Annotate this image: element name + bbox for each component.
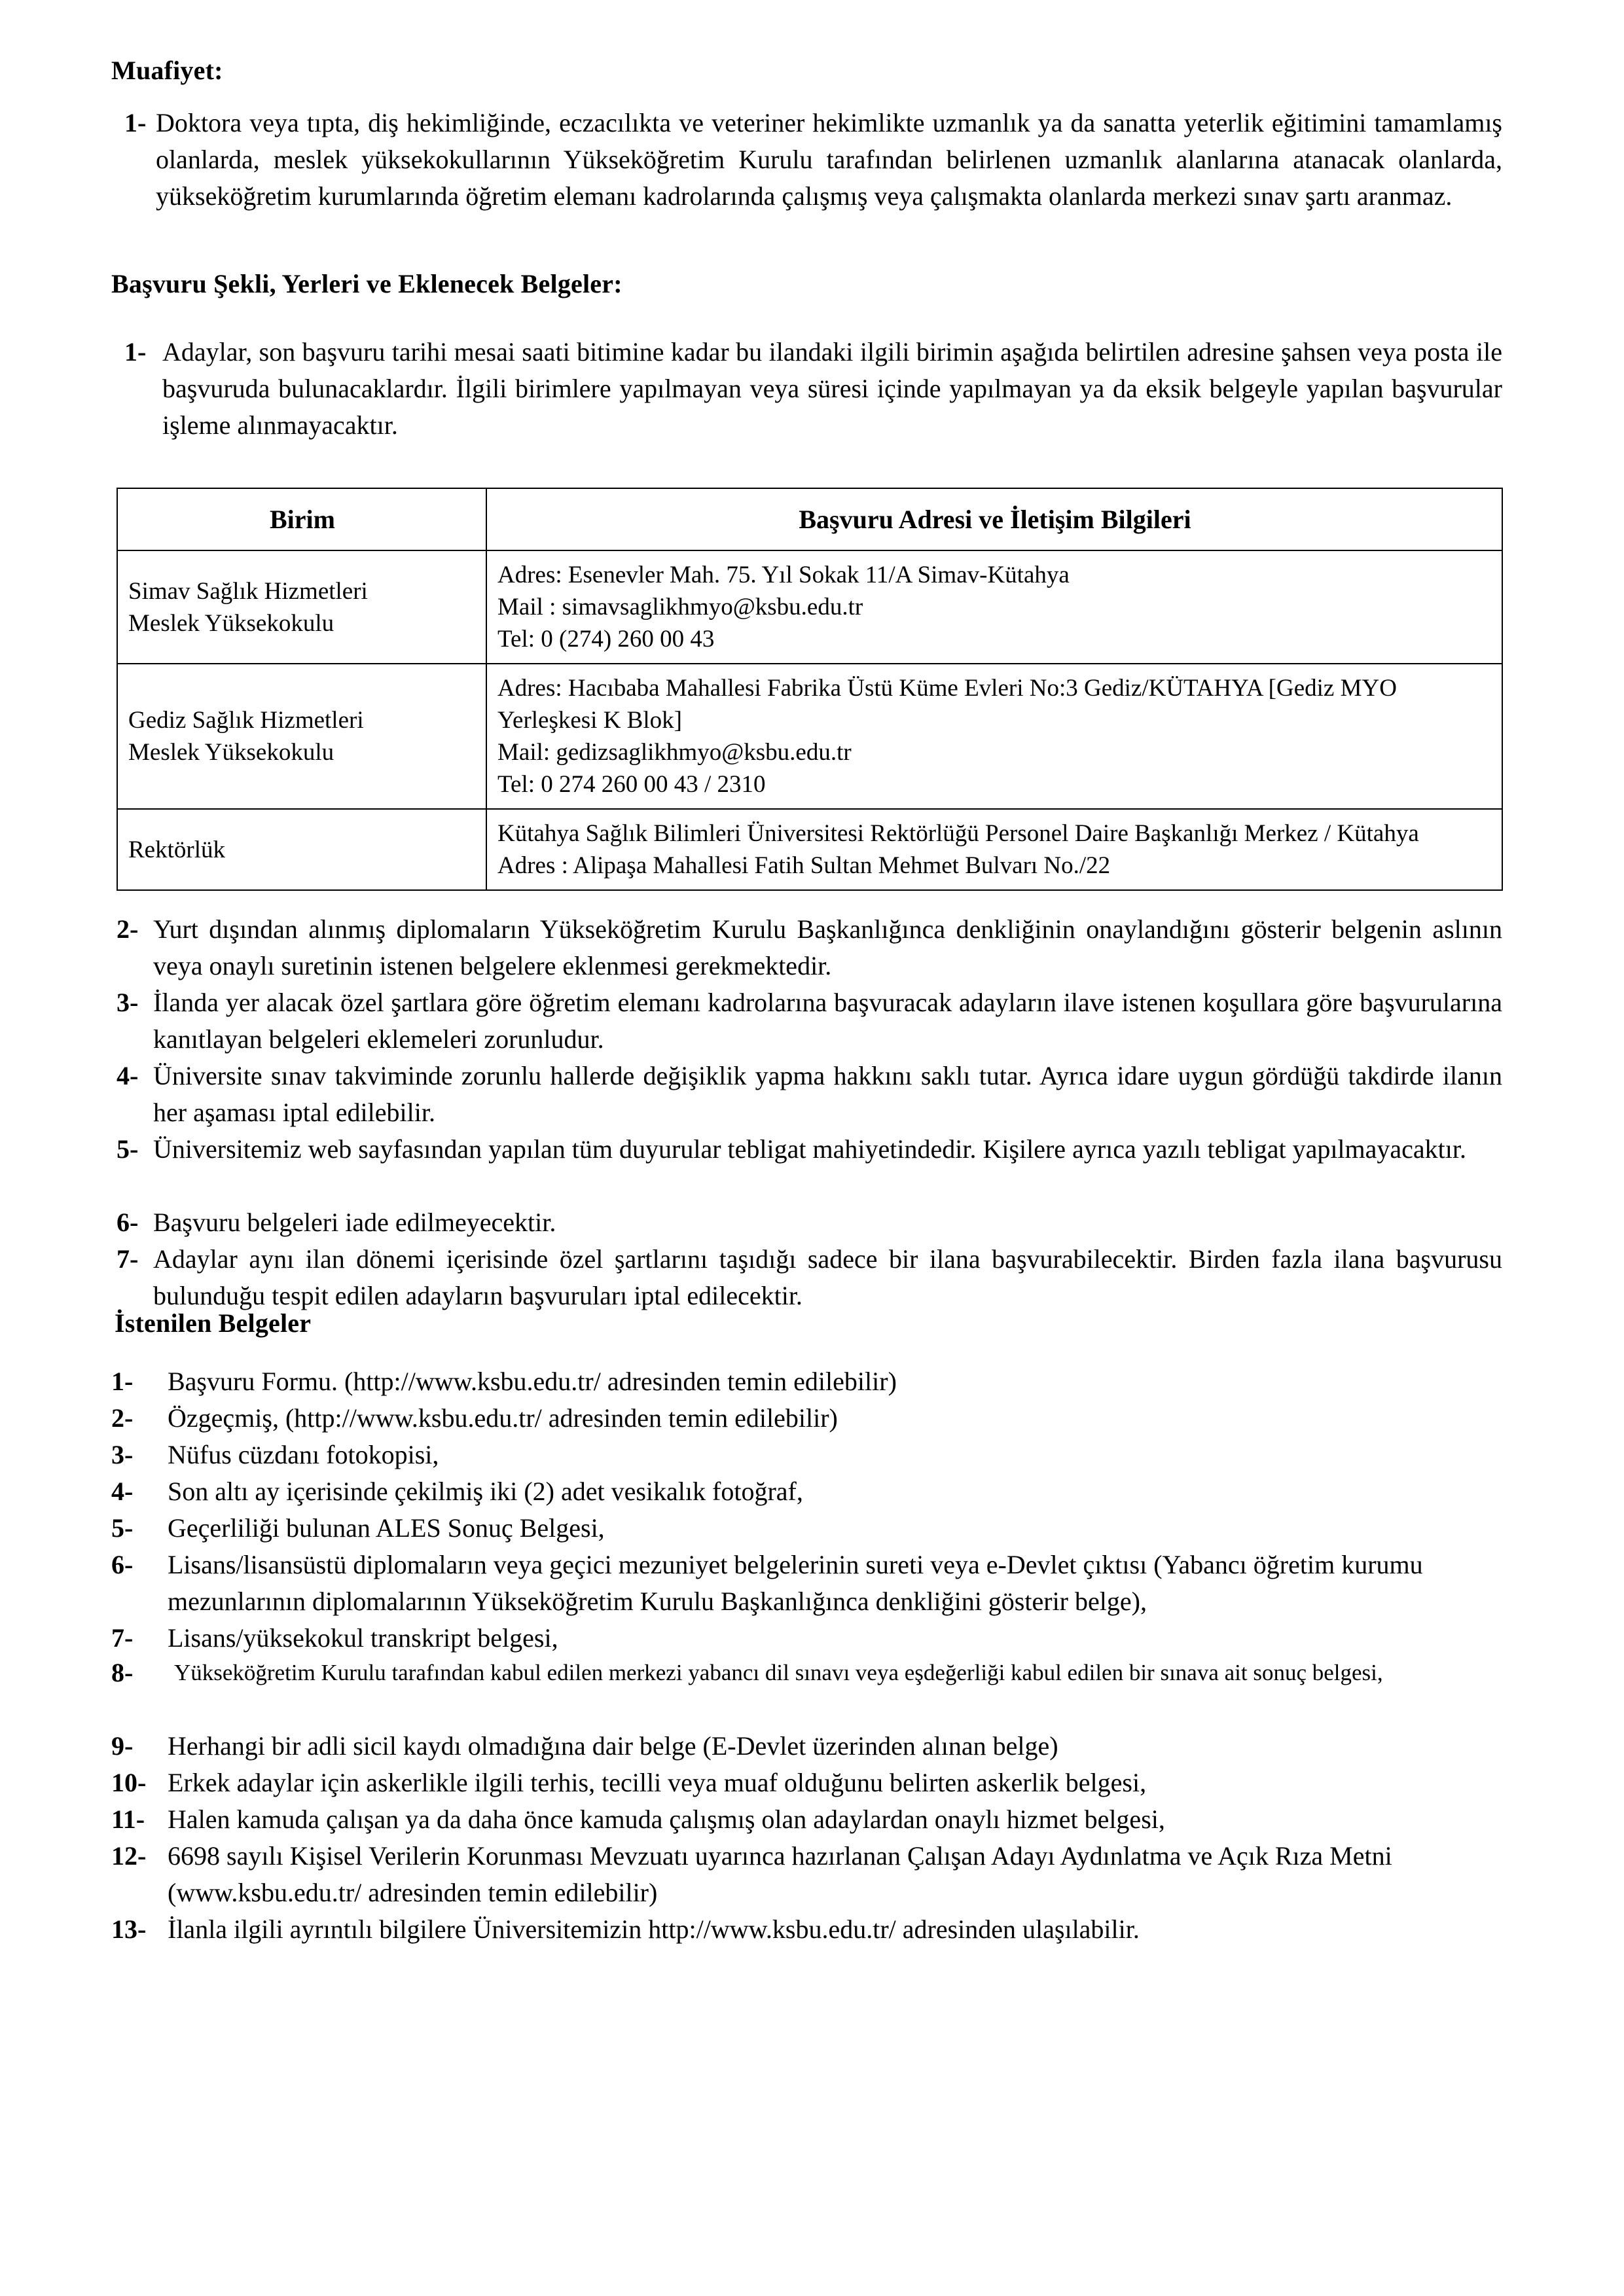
belge-item-13 [111, 1911, 1502, 1948]
unit-line: Meslek Yüksekokulu [128, 739, 334, 766]
section-heading-basvuru-sekli: Başvuru Şekli, Yerleri ve Eklenecek Belgeler: [111, 269, 623, 298]
basvuru-item-6 [117, 1204, 1502, 1241]
table-row [117, 550, 1502, 664]
contact-mail-line: Mail : simavsaglikhmyo@ksbu.edu.tr [497, 594, 863, 620]
unit-line: Gediz Sağlık Hizmetleri [128, 707, 364, 734]
list-marker: 2- [111, 1403, 134, 1433]
list-marker: 3- [117, 988, 139, 1017]
belge-item-10 [111, 1765, 1502, 1801]
list-marker: 1- [111, 1367, 134, 1396]
contact-address-line: Adres : Alipaşa Mahallesi Fatih Sultan Mehmet Bulvarı No./22 [497, 852, 1111, 879]
section-heading-istenilen-belgeler: İstenilen Belgeler [115, 1308, 312, 1338]
contact-address-line: Adres: Hacıbaba Mahallesi Fabrika Üstü Küme Evleri No:3 Gediz/KÜTAHYA [Gediz MYO Yerleşkesi K Blok] [497, 675, 1397, 734]
list-marker: 5- [117, 1134, 139, 1164]
contact-tel-line: Tel: 0 (274) 260 00 43 [497, 626, 715, 653]
belge-item-8 [111, 1657, 1502, 1689]
muafiyet-item-1 [124, 105, 1502, 215]
contact-tel-line: Tel: 0 274 260 00 43 / 2310 [497, 771, 766, 798]
list-item-text: Erkek adaylar için askerlikle ilgili terhis, tecilli veya muaf olduğunu belirten askerlik belgesi, [168, 1768, 1147, 1797]
section-heading-muafiyet: Muafiyet: [111, 56, 223, 85]
list-item-text: Adaylar aynı ilan dönemi içerisinde özel şartlarını taşıdığı sadece bir ilana başvurabilecektir. Birden fazla ilana başvurusu bulunduğu tespit edilen adayların başvuruları iptal edilecektir. [153, 1244, 1502, 1310]
list-marker: 5- [111, 1513, 134, 1543]
list-marker: 2- [117, 914, 139, 944]
belge-item-7 [111, 1620, 1502, 1657]
list-item-text: Lisans/yüksekokul transkript belgesi, [168, 1623, 558, 1653]
list-item-text: Başvuru Formu. (http://www.ksbu.edu.tr/ adresinden temin edilebilir) [168, 1367, 897, 1396]
column-header-basvuru-adresi: Başvuru Adresi ve İletişim Bilgileri [486, 488, 1502, 550]
list-item-text: Başvuru belgeleri iade edilmeyecektir. [153, 1208, 556, 1237]
basvuru-item-5 [117, 1131, 1502, 1168]
table-cell-unit [117, 809, 486, 890]
belge-item-6 [111, 1547, 1502, 1620]
table-row [117, 664, 1502, 809]
list-marker: 6- [117, 1208, 139, 1237]
list-item-text: Halen kamuda çalışan ya da daha önce kamuda çalışmış olan adaylardan onaylı hizmet belgesi, [168, 1804, 1165, 1834]
belge-item-3 [111, 1437, 1502, 1473]
table-cell-contact [486, 664, 1502, 809]
belge-item-2 [111, 1400, 1502, 1437]
list-item-text: Üniversite sınav takviminde zorunlu hallerde değişiklik yapma hakkını saklı tutar. Ayrıca idare uygun gördüğü takdirde ilanın her aşaması iptal edilebilir. [153, 1061, 1502, 1127]
list-item-text: Özgeçmiş, (http://www.ksbu.edu.tr/ adresinden temin edilebilir) [168, 1403, 838, 1433]
list-item-text: Herhangi bir adli sicil kaydı olmadığına dair belge (E-Devlet üzerinden alınan belge) [168, 1731, 1058, 1761]
unit-line: Meslek Yüksekokulu [128, 609, 334, 637]
list-marker: 1- [124, 108, 147, 137]
list-item-text: Nüfus cüzdanı fotokopisi, [168, 1440, 439, 1469]
list-marker: 1- [124, 337, 147, 367]
list-item-text: 6698 sayılı Kişisel Verilerin Korunması Mevzuatı uyarınca hazırlanan Çalışan Adayı Aydınlatma ve Açık Rıza Metni (www.ksbu.edu.tr/ adresinden temin edilebilir) [168, 1841, 1392, 1907]
belge-item-9 [111, 1728, 1502, 1765]
list-item-text: Yükseköğretim Kurulu tarafından kabul edilen merkezi yabancı dil sınavı veya eşdeğerliği kabul edilen bir sınava ait sonuç belgesi, [174, 1660, 1383, 1685]
belge-item-12 [111, 1838, 1502, 1911]
list-item-text: Geçerliliği bulunan ALES Sonuç Belgesi, [168, 1513, 605, 1543]
table-cell-unit [117, 550, 486, 664]
list-item-text: İlanla ilgili ayrıntılı bilgilere Üniversitemizin http://www.ksbu.edu.tr/ adresinden ulaşılabilir. [168, 1914, 1140, 1944]
list-item-text: İlanda yer alacak özel şartlara göre öğretim elemanı kadrolarına başvuracak adayların ilave istenen koşullara göre başvurularına kanıtlayan belgeleri eklemeleri zorunludur. [153, 988, 1502, 1054]
list-item-text: Lisans/lisansüstü diplomaların veya geçici mezuniyet belgelerinin sureti veya e-Devlet çıktısı (Yabancı öğretim kurumu mezunlarının diplomalarının Yükseköğretim Kurulu Başkanlığınca denkliğini gösterir belge), [168, 1550, 1423, 1616]
list-item-text: Adaylar, son başvuru tarihi mesai saati bitimine kadar bu ilandaki ilgili birimin aşağıda belirtilen adresine şahsen veya posta ile başvuruda bulunacaklardır. İlgili birimlere yapılmayan veya süresi içinde yapılmayan ya da eksik belgeyle yapılan başvurular işleme alınmayacaktır. [162, 337, 1502, 440]
list-marker: 3- [111, 1440, 134, 1469]
table-header-row [117, 488, 1502, 550]
list-item-text: Üniversitemiz web sayfasından yapılan tüm duyurular tebligat mahiyetindedir. Kişilere ayrıca yazılı tebligat yapılmayacaktır. [153, 1134, 1467, 1164]
unit-line: Rektörlük [128, 836, 225, 863]
list-marker: 6- [111, 1550, 134, 1579]
basvuru-item-3 [117, 984, 1502, 1058]
list-marker: 11- [111, 1804, 145, 1834]
belge-item-11 [111, 1801, 1502, 1838]
basvuru-item-7 [117, 1241, 1502, 1314]
list-marker: 4- [111, 1477, 134, 1506]
list-marker: 13- [111, 1914, 147, 1944]
belge-item-5 [111, 1510, 1502, 1547]
contact-address-line: Adres: Esenevler Mah. 75. Yıl Sokak 11/A Simav-Kütahya [497, 562, 1070, 588]
table-cell-contact [486, 809, 1502, 890]
list-item-text: Doktora veya tıpta, diş hekimliğinde, eczacılıkta ve veteriner hekimlikte uzmanlık ya da sanatta yeterlik eğitimini tamamlamış olanlarda, meslek yüksekokullarının Yükseköğretim Kurulu tarafından belirlenen uzmanlık alanlarına atanacak olanlarda, yükseköğretim kurumlarında öğretim elemanı kadrolarında çalışmış veya çalışmakta olanlarda merkezi sınav şartı aranmaz. [156, 108, 1502, 211]
list-marker: 7- [117, 1244, 139, 1274]
basvuru-item-1 [124, 334, 1502, 444]
belge-item-4 [111, 1473, 1502, 1510]
table-row [117, 809, 1502, 890]
table-cell-unit [117, 664, 486, 809]
basvuru-item-2 [117, 911, 1502, 984]
contact-mail-line: Mail: gedizsaglikhmyo@ksbu.edu.tr [497, 739, 852, 766]
list-marker: 7- [111, 1623, 134, 1653]
list-item-text: Yurt dışından alınmış diplomaların Yükseköğretim Kurulu Başkanlığınca denkliğinin onaylandığını gösterir belgenin aslının veya onaylı suretinin istenen belgelere eklenmesi gerekmektedir. [153, 914, 1502, 980]
list-item-text: Son altı ay içerisinde çekilmiş iki (2) adet vesikalık fotoğraf, [168, 1477, 803, 1506]
list-marker: 12- [111, 1841, 147, 1871]
list-marker: 9- [111, 1731, 134, 1761]
unit-line: Simav Sağlık Hizmetleri [128, 577, 368, 605]
table-cell-contact [486, 550, 1502, 664]
list-marker: 8- [111, 1658, 134, 1687]
contact-institution-line: Kütahya Sağlık Bilimleri Üniversitesi Rektörlüğü Personel Daire Başkanlığı Merkez / Kütahya [497, 820, 1419, 847]
belge-item-1 [111, 1363, 1502, 1400]
application-address-table [117, 488, 1503, 891]
list-marker: 4- [117, 1061, 139, 1090]
column-header-birim: Birim [117, 488, 486, 550]
list-marker: 10- [111, 1768, 147, 1797]
basvuru-item-4 [117, 1058, 1502, 1131]
